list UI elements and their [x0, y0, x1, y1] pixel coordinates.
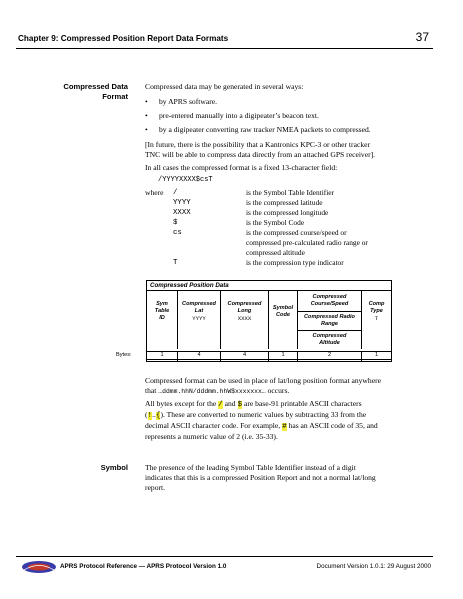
bytes-value: 1 [374, 352, 379, 358]
page-number: 37 [415, 30, 429, 44]
bytes-value: 1 [160, 352, 164, 358]
base91-paragraph: All bytes except for the / and $ are base-91 printable ASCII characters (!..{). These are converted to numeric values by subtracting 33 from the decimal ASCII character code. For example, # has an ASCII code of 35, and represents a numeric value of 2 (i.e. 35-33). [145, 399, 378, 441]
highlight-bang: ! [147, 412, 153, 420]
bytes-value: 4 [197, 352, 201, 358]
table-header-course-speed: Compressed Course/Speed [310, 294, 349, 307]
bytes-value: 1 [281, 352, 285, 358]
bytes-label: Bytes: [116, 352, 132, 358]
section-heading-compressed: Compressed Data Format [63, 82, 128, 101]
table-header-altitude: Compressed Altitude [312, 333, 347, 346]
section-heading-symbol: Symbol [100, 463, 128, 472]
future-note: [In future, there is the possibility that a Kantronics KPC-3 or other tracker TNC will be able to compress data directly from an attached GPS receiver]. [145, 140, 376, 159]
where-label: where [145, 188, 164, 197]
intro-text: Compressed data may be generated in several ways: [145, 82, 304, 91]
symbol-paragraph: The presence of the leading Symbol Table Identifier instead of a digit indicates that this is a compressed Position Report and not a normal lat/long report. [145, 463, 376, 492]
highlight-dollar: $ [237, 401, 243, 409]
aprs-logo-icon [20, 559, 58, 575]
table-header-comp-type: Comp Type T [368, 301, 385, 322]
table-header-radio-range: Compressed Radio Range [304, 314, 355, 327]
header-rule [16, 48, 433, 49]
lat-long-note: Compressed format can be used in place of lat/long position format anywhere that …ddmm.hhN/dddmm.hhW$xxxxxxx… occurs. [145, 376, 381, 395]
footer-rule [16, 556, 433, 557]
code-legend: / is the Symbol Table Identifier YYYY is the compressed latitude XXXX is the compressed longitude $ is the Symbol Code cs is the compressed course/speed or compressed pre-calculated radio range or compressed altitude T is the compression type indicator [173, 188, 368, 267]
table-header-sym-table-id: Sym Table ID [154, 301, 170, 321]
format-code: /YYYYXXXX$csT [158, 176, 213, 184]
bytes-value: 2 [327, 352, 332, 358]
footer-right: Document Version 1.0.1: 29 August 2000 [316, 563, 431, 570]
table-header-symbol-code: Symbol Code [272, 305, 294, 318]
compressed-position-table [146, 280, 392, 360]
chapter-title: Chapter 9: Compressed Position Report Data Formats [18, 34, 229, 43]
table-header-compressed-long: Compressed Long XXXX [227, 301, 262, 322]
table-header-compressed-lat: Compressed Lat YYYY [182, 301, 216, 322]
bytes-value: 4 [242, 352, 247, 358]
table-title: Compressed Position Data [147, 281, 391, 291]
bullet-item: • pre-entered manually into a digipeater’s beacon text. [145, 111, 319, 120]
highlight-slash: / [218, 401, 223, 409]
bullet-item: • by a digipeater converting raw tracker NMEA packets to compressed. [145, 125, 371, 134]
footer-left: APRS Protocol Reference — APRS Protocol Version 1.0 [60, 563, 227, 570]
highlight-hash: # [282, 423, 287, 431]
highlight-brace: { [155, 412, 161, 420]
bullet-item: • by APRS software. [145, 97, 218, 106]
all-cases-text: In all cases the compressed format is a fixed 13-character field: [145, 163, 338, 172]
